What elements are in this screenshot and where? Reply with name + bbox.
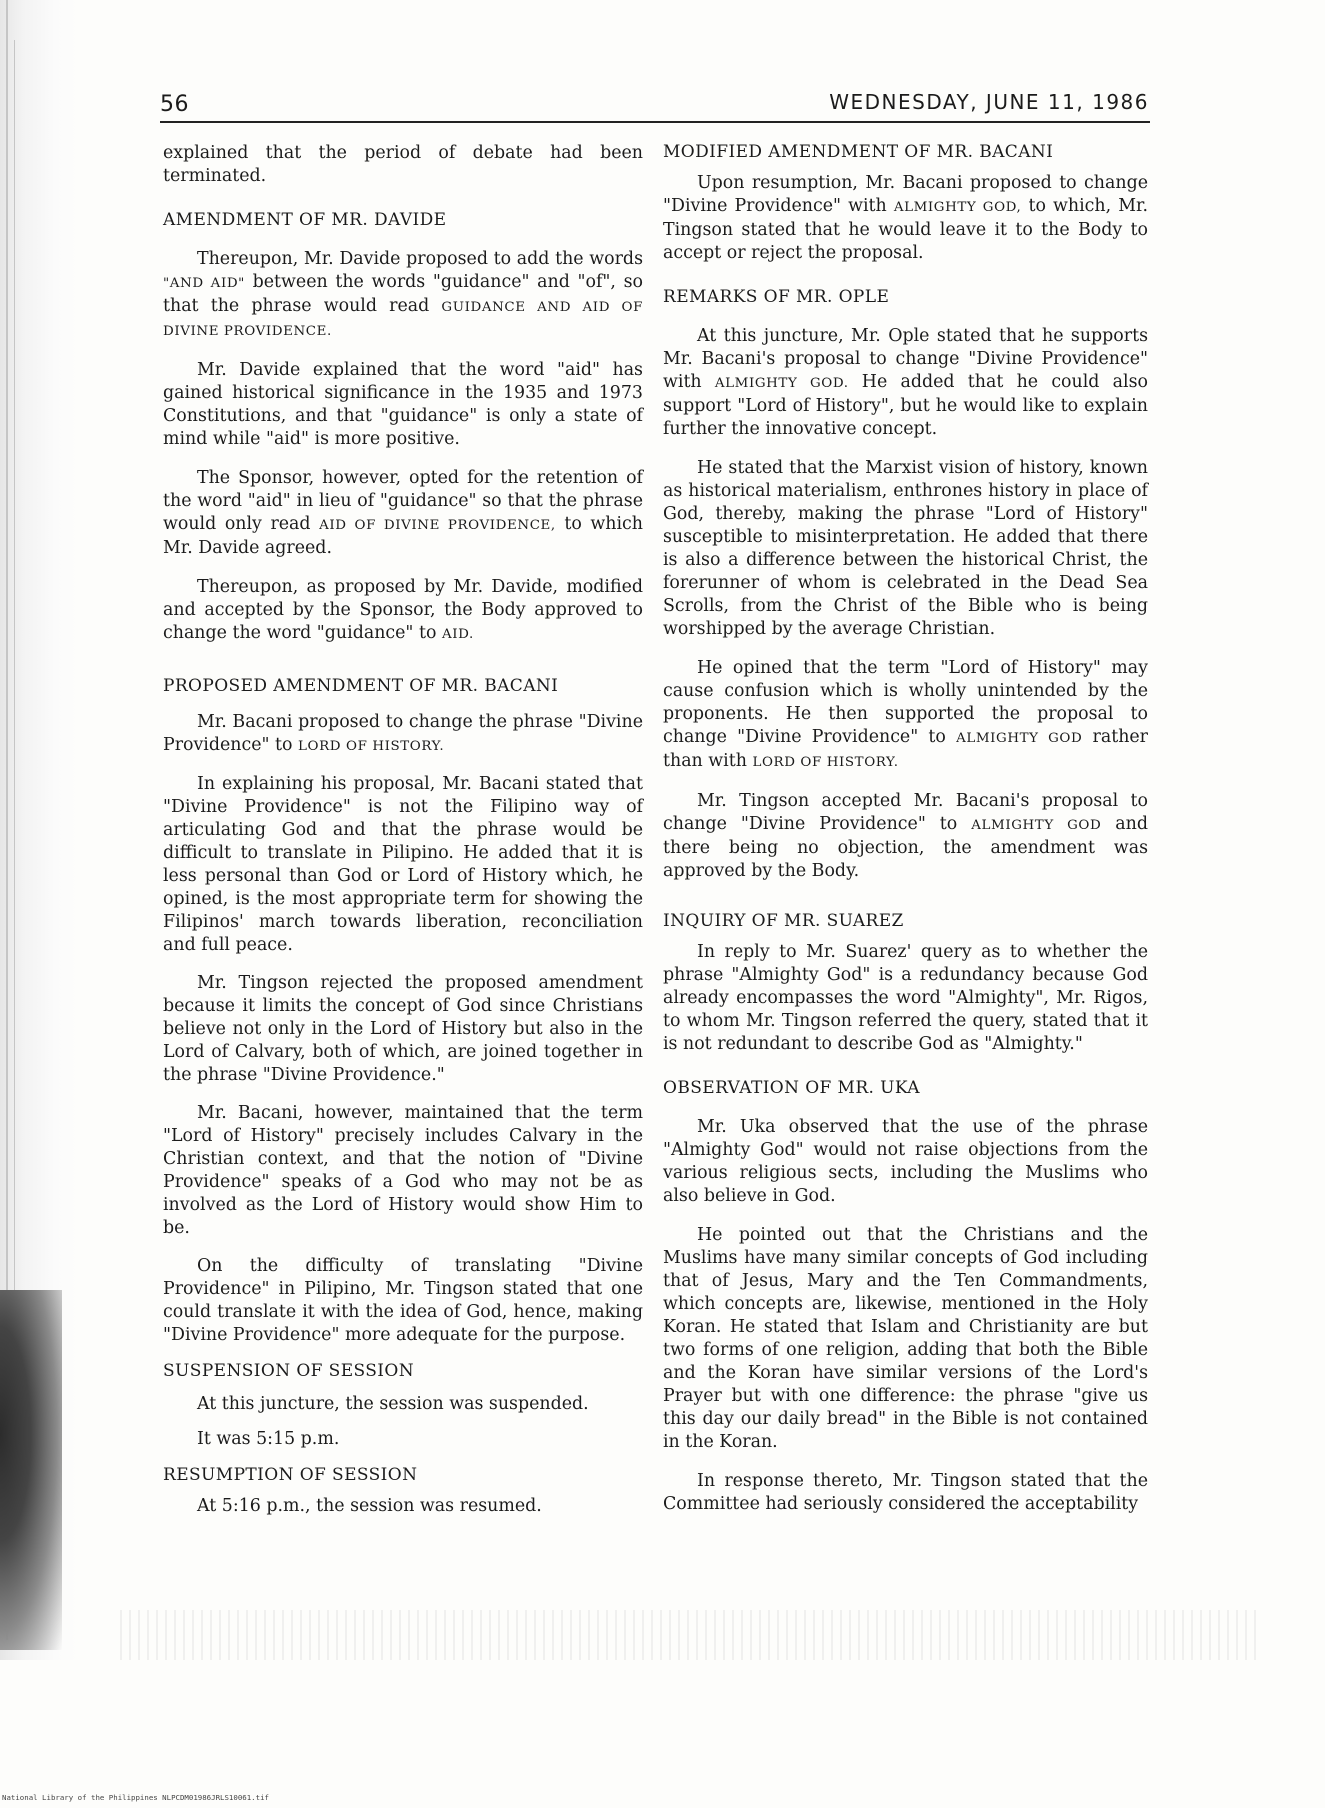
paragraph	[163, 248, 643, 343]
text-run-smallcaps: ALMIGHTY GOD	[971, 818, 1102, 833]
text-run-smallcaps: GUIDANCE AND AID OF DIVINE PROVIDENCE.	[163, 300, 643, 339]
paragraph	[663, 172, 1148, 265]
text-run-smallcaps: LORD OF HISTORY.	[752, 755, 899, 770]
paragraph: At this juncture, the session was suspended.	[197, 1394, 589, 1414]
text-run-smallcaps: AID.	[441, 627, 474, 642]
paragraph	[163, 711, 643, 758]
section-heading-suspension: SUSPENSION OF SESSION	[163, 1361, 415, 1381]
section-heading-modified: MODIFIED AMENDMENT OF MR. BACANI	[663, 142, 1054, 162]
text-run-smallcaps: LORD OF HISTORY.	[298, 739, 445, 754]
right-column	[663, 142, 1148, 1516]
text-run-smallcaps: "AND AID"	[163, 276, 245, 291]
text-run-smallcaps: ALMIGHTY GOD,	[893, 200, 1022, 215]
text-run-smallcaps: ALMIGHTY GOD.	[714, 376, 849, 391]
section-heading-ople: REMARKS OF MR. OPLE	[663, 287, 890, 307]
header-rule	[160, 121, 1150, 123]
paragraph	[663, 790, 1148, 883]
running-date: WEDNESDAY, JUNE 11, 1986	[829, 90, 1149, 114]
paragraph: explained that the period of debate had been terminated.	[163, 143, 643, 186]
text-run: Upon resumption, Mr. Bacani proposed to change "Divine Providence" with	[663, 173, 1148, 216]
text-run: and there being no objection, the amendment was approved by the Body.	[663, 814, 1149, 881]
text-run: between the words "guidance" and "of", so that the phrase would read	[163, 272, 644, 316]
scan-edge-shadow	[0, 0, 78, 1660]
text-run: Thereupon, as proposed by Mr. Davide, modified and accepted by the Sponsor, the Body approved to change the word "guidance" to	[163, 577, 643, 643]
paragraph	[663, 325, 1148, 441]
text-run: He opined that the term "Lord of History" may cause confusion which is wholly unintended by the proponents. He then supported the proposal to change "Divine Providence" to	[663, 658, 1148, 747]
text-run: to which, Mr. Tingson stated that he would leave it to the Body to accept or reject the proposal.	[663, 196, 1148, 263]
paragraph: In reply to Mr. Suarez' query as to whether the phrase "Almighty God" is a redundancy because God already encompasses the word "Almighty", Mr. Rigos, to whom Mr. Tingson referred the query, stated that it is not redundant to describe God as "Almighty."	[663, 942, 1148, 1054]
paragraph: In explaining his proposal, Mr. Bacani stated that "Divine Providence" is not the Filipino way of articulating God and that the phrase would be difficult to translate in Pilipino. He added that it is less personal than God or Lord of History which, he opined, is the most appropriate term for showing the Filipinos' march towards liberation, reconciliation and full peace.	[163, 774, 643, 955]
left-column	[163, 142, 643, 1518]
section-heading-suarez: INQUIRY OF MR. SUAREZ	[663, 911, 904, 931]
paragraph: On the difficulty of translating "Divine Providence" in Pilipino, Mr. Tingson stated that one could translate it with the idea of God, hence, making "Divine Providence" more adequate for the purpose.	[163, 1256, 643, 1345]
section-heading-bacani: PROPOSED AMENDMENT OF MR. BACANI	[163, 676, 559, 696]
paragraph: Mr. Bacani, however, maintained that the term "Lord of History" precisely includes Calvary in the Christian context, and that the notion of "Divine Providence" speaks of a God who may not be as involved as the Lord of History would show Him to be.	[163, 1103, 643, 1238]
text-run: He added that he could also support "Lord of History", but he would like to explain further the innovative concept.	[663, 372, 1148, 439]
text-run: Mr. Bacani proposed to change the phrase "Divine Providence" to	[163, 712, 643, 755]
binding-shadow	[0, 1290, 62, 1650]
paragraph: At 5:16 p.m., the session was resumed.	[197, 1496, 542, 1516]
text-run-smallcaps: ALMIGHTY GOD	[956, 731, 1083, 746]
paragraph	[163, 576, 643, 646]
paragraph: Mr. Uka observed that the use of the phrase "Almighty God" would not raise objections from the various religious sects, including the Muslims who also believe in God.	[663, 1117, 1148, 1206]
section-heading-uka: OBSERVATION OF MR. UKA	[663, 1078, 920, 1098]
text-run: The Sponsor, however, opted for the retention of the word "aid" in lieu of "guidance" so that the phrase would only read	[163, 468, 643, 534]
paragraph	[163, 467, 643, 560]
paragraph: It was 5:15 p.m.	[197, 1429, 340, 1449]
paragraph	[663, 657, 1148, 774]
section-heading-resumption: RESUMPTION OF SESSION	[163, 1465, 418, 1485]
scan-noise	[120, 1610, 1260, 1660]
text-run: rather than with	[663, 727, 1148, 771]
scan-credit: National Library of the Philippines NLPCDM01986JRLS10061.tif	[2, 1793, 269, 1802]
text-run-smallcaps: AID OF DIVINE PROVIDENCE,	[319, 518, 556, 533]
text-run: Mr. Tingson accepted Mr. Bacani's proposal to change "Divine Providence" to	[663, 791, 1148, 834]
paragraph: Mr. Davide explained that the word "aid" has gained historical significance in the 1935 and 1973 Constitutions, and that "guidance" is only a state of mind while "aid" is more positive.	[163, 360, 643, 449]
page-number: 56	[160, 92, 189, 117]
section-heading-davide: AMENDMENT OF MR. DAVIDE	[163, 210, 447, 230]
text-run: Thereupon, Mr. Davide proposed to add the words	[197, 249, 643, 269]
text-run: to which Mr. Davide agreed.	[163, 514, 643, 558]
paragraph: He stated that the Marxist vision of history, known as historical materialism, enthrones history in place of God, thereby, making the phrase "Lord of History" susceptible to misinterpretation. He added that there is also a difference between the historical Christ, the forerunner of whom is celebrated in the Dead Sea Scrolls, from the Christ of the Bible who is being worshipped by the average Christian.	[663, 458, 1148, 639]
text-run: At this juncture, Mr. Ople stated that he supports Mr. Bacani's proposal to change "Divine Providence" with	[663, 326, 1148, 392]
paragraph: In response thereto, Mr. Tingson stated that the Committee had seriously considered the acceptability	[663, 1471, 1148, 1514]
paragraph: He pointed out that the Christians and the Muslims have many similar concepts of God including that of Jesus, Mary and the Ten Commandments, which concepts are, likewise, mentioned in the Holy Koran. He stated that Islam and Christianity are but two forms of one religion, adding that both the Bible and the Koran have similar versions of the Lord's Prayer but with one difference: the phrase "give us this day our daily bread" in the Bible is not contained in the Koran.	[663, 1225, 1148, 1452]
paragraph: Mr. Tingson rejected the proposed amendment because it limits the concept of God since Christians believe not only in the Lord of History but also in the Lord of Calvary, both of which, are joined together in the phrase "Divine Providence."	[163, 973, 643, 1085]
